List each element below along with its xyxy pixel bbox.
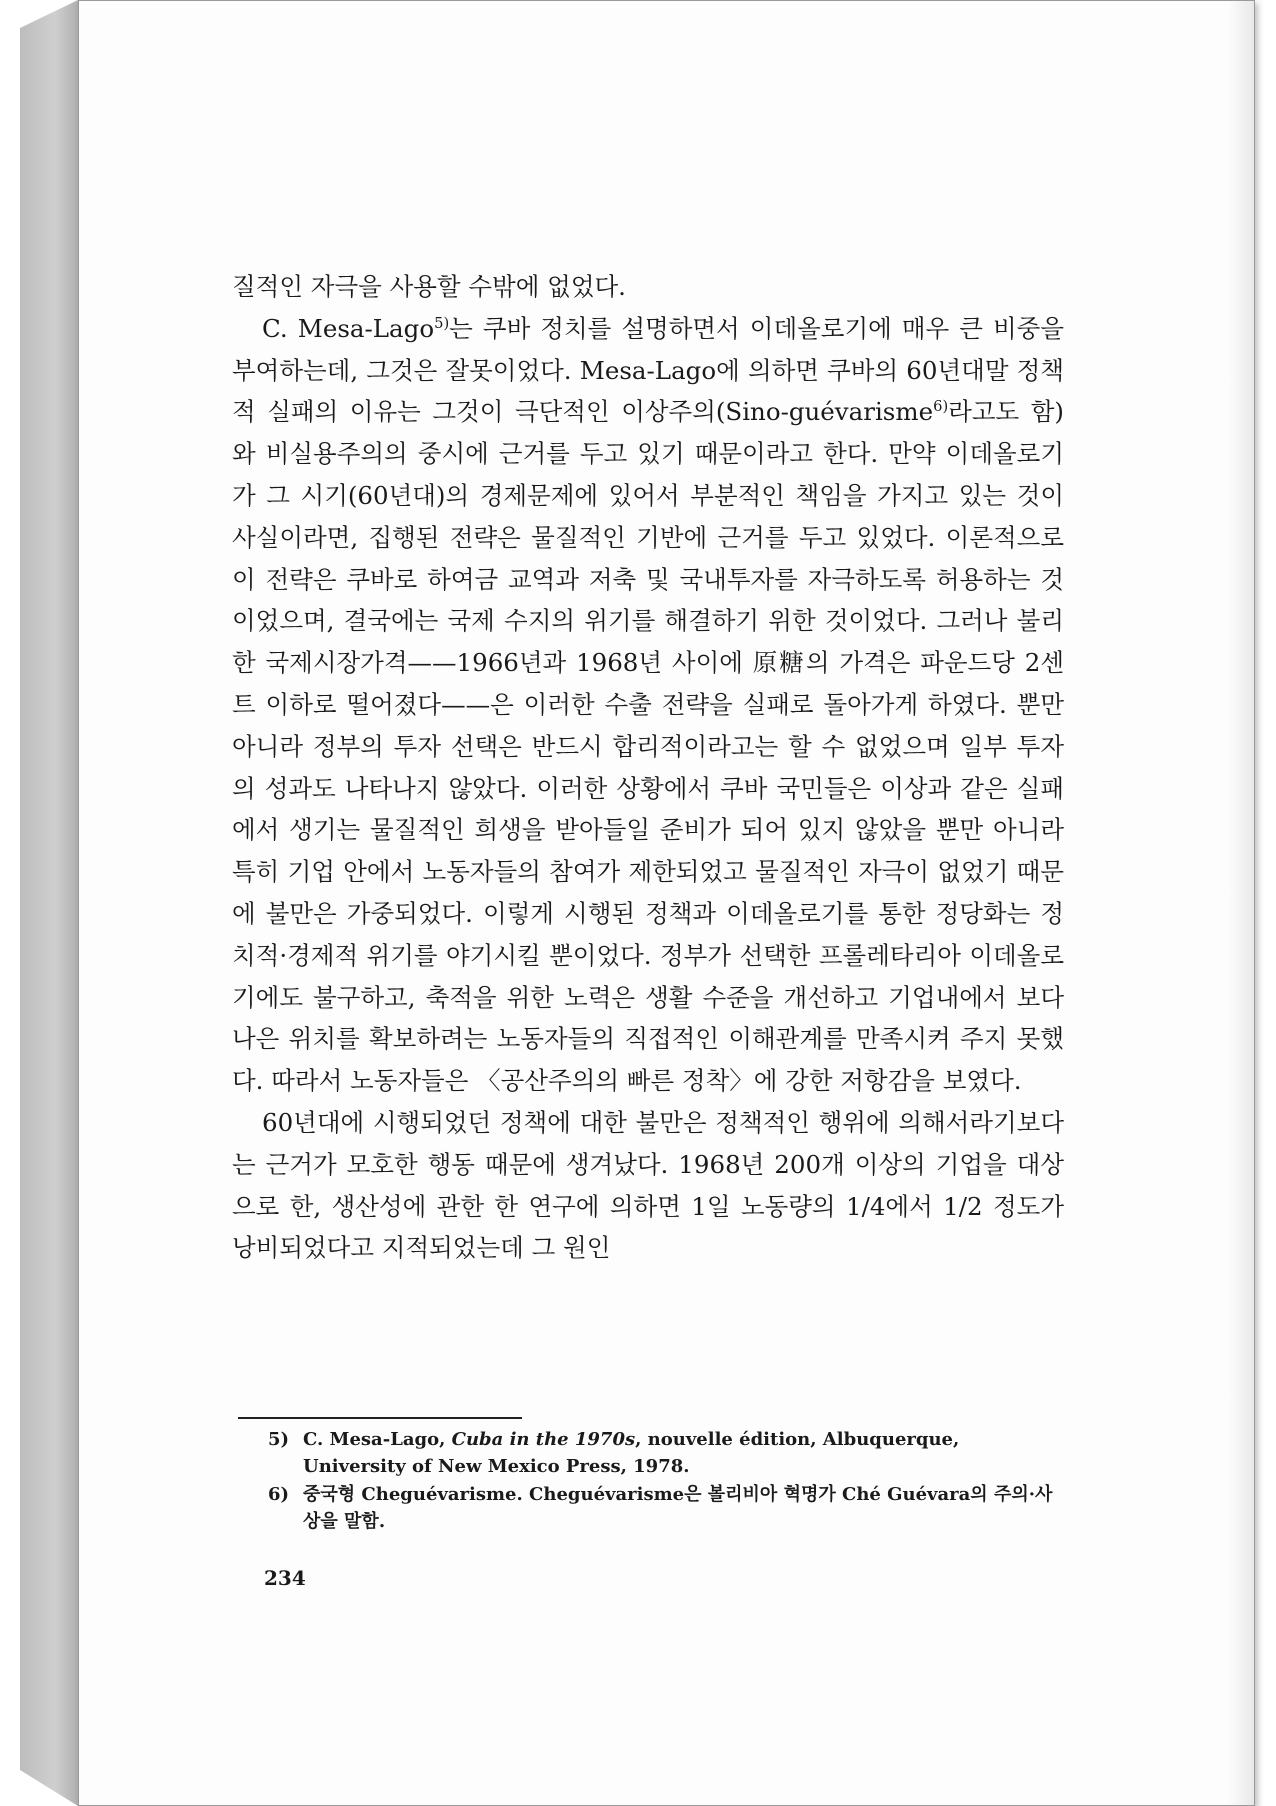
footnote-5 [268,1426,1068,1480]
text-segment: 는 쿠바 정치를 설명하면서 이데올로기에 매우 큰 비중을 부여하는데, 그것은 잘못이었다. Mesa-Lago에 의하면 쿠바의 60년대말 정책적 실패의 이유는 그것이 극단적인 이상주의(Sino-guévarisme [232,313,1064,427]
footnote-6 [268,1481,1068,1535]
paragraph-continuation: 질적인 자극을 사용할 수밖에 없었다. [232,272,626,301]
text-segment: 라고도 함)와 비실용주의의 중시에 근거를 두고 있기 때문이라고 한다. 만약 이데올로기가 그 시기(60년대)의 경제문제에 있어서 부분적인 책임을 가지고 있는 것이 사실이라면, 집행된 전략은 물질적인 기반에 근거를 두고 있었다. 이론적으로 이 전략은 쿠바로 하여금 교역과 저축 및 국내투자를 자극하도록 허용하는 것이었으며, 결국에는 국제 수지의 위기를 해결하기 위한 것이었다. 그러나 불리한 국제시장가격——1966년과 1968년 사이에 原糖의 가격은 파운드당 2센트 이하로 떨어졌다——은 이러한 수출 전략을 실패로 돌아가게 하였다. 뿐만 아니라 정부의 투자 선택은 반드시 합리적이라고는 할 수 없었으며 일부 투자의 성과도 나타나지 않았다. 이러한 상황에서 쿠바 국민들은 이상과 같은 실패에서 생기는 물질적인 희생을 받아들일 준비가 되어 있지 않았을 뿐만 아니라 특히 기업 안에서 노동자들의 참여가 제한되었고 물질적인 자극이 없었기 때문에 불만은 가중되었다. 이렇게 시행된 정책과 이데올로기를 통한 정당화는 정치적·경제적 위기를 야기시킬 뿐이었다. 정부가 선택한 프롤레타리아 이데올로기에도 불구하고, 축적을 위한 노력은 생활 수준을 개선하고 기업내에서 보다 나은 위치를 확보하려는 노동자들의 직접적인 이해관계를 만족시켜 주지 못했다. 따라서 노동자들은 〈공산주의의 빠른 정착〉에 강한 저항감을 보였다. [232,397,1064,1096]
footnote-mark: 5) [268,1429,290,1450]
footnotes [268,1426,1068,1536]
paragraph-mesa-lago [232,308,1064,1102]
footnote-text: , nouvelle édition, Albuquerque, University of New Mexico Press, 1978. [303,1429,960,1477]
book-spine [20,0,78,1806]
body-text [232,266,1064,1269]
footnote-text: 중국형 Cheguévarisme. Cheguévarisme은 볼리비아 혁명가 Ché Guévara의 주의·사상을 말함. [303,1484,1053,1532]
footnote-text: C. Mesa-Lago, [303,1429,452,1450]
footnote-book-title: Cuba in the 1970s [451,1429,636,1450]
paragraph-60s-discontent: 60년대에 시행되었던 정책에 대한 불만은 정책적인 행위에 의해서라기보다는 근거가 모호한 행동 때문에 생겨났다. 1968년 200개 이상의 기업을 대상으로 한, 생산성에 관한 한 연구에 의하면 1일 노동량의 1/4에서 1/2 정도가 낭비되었다고 지적되었는데 그 원인 [232,1107,1064,1263]
footnote-mark: 6) [268,1484,290,1505]
footnote-divider [238,1417,522,1419]
text-segment: C. Mesa-Lago [262,313,435,343]
footnote-ref-5[interactable]: 5) [434,314,450,332]
page-number: 234 [264,1566,306,1590]
page-edge [1228,1,1254,1805]
footnote-ref-6[interactable]: 6) [933,398,949,416]
